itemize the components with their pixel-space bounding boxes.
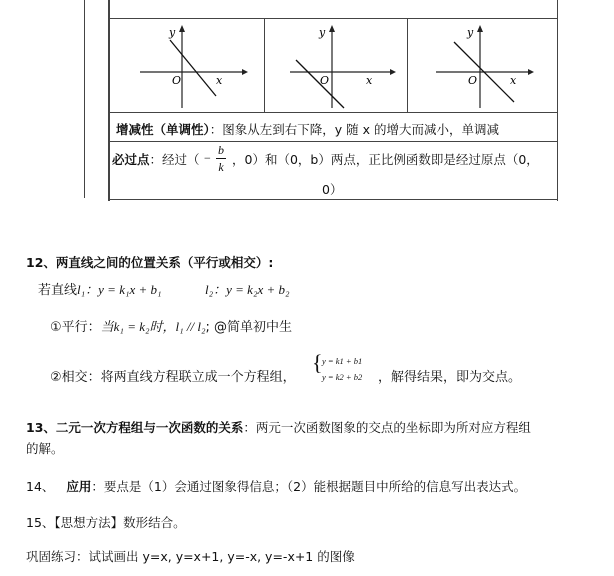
parallel-row [50, 316, 292, 335]
practice-text: 巩固练习：试试画出 y=x, y=x+1, y=-x, y=-x+1 的图像 [26, 549, 355, 564]
passes-minus: − [204, 151, 211, 165]
x-label: x [366, 74, 373, 87]
table-border-left [108, 0, 110, 201]
origin-label: O [172, 74, 182, 87]
section14-row [26, 477, 526, 495]
section13-title: 13、二元一次方程组与一次函数的关系 [26, 420, 244, 435]
table-rule-monotonic [108, 141, 558, 142]
section13-line2: 的解。 [26, 441, 64, 456]
origin-label: O [320, 74, 330, 87]
section13-text: ：两元一次函数图象的交点的坐标即为所对应方程组 [243, 420, 531, 435]
section15-text: 15、【思想方法】数形结合。 [26, 515, 186, 530]
intersect-prefix: ②相交：将两直线方程联立成一个方程组， [50, 370, 296, 385]
l2-equation: l₂：y = k₂x + b₂ [205, 282, 290, 297]
x-label: x [510, 74, 517, 87]
system-equation-2: y = k2 + b2 [322, 372, 363, 382]
monotonic-row [116, 120, 499, 138]
y-label: y [169, 26, 176, 39]
monotonic-text: ：图象从左到右下降，y 随 x 的增大而减小，单调减 [209, 122, 499, 137]
section14-title: 应用 [66, 479, 92, 494]
section14-number: 14、 [26, 479, 55, 494]
parallel-condition: 当k₁ = k₂时，l₁ // l₂ [100, 319, 206, 334]
y-axis-arrow-icon [179, 25, 185, 32]
section13-line1 [26, 418, 531, 436]
y-axis-arrow-icon [477, 25, 483, 32]
table-rule-bottom [108, 199, 558, 200]
equation-system [322, 353, 362, 385]
system-equation-1: y = k1 + b1 [322, 356, 363, 366]
table-divider-2 [407, 18, 408, 113]
section14-text: ：要点是（1）会通过图象得信息；（2）能根据题目中所给的信息写出表达式。 [91, 479, 527, 494]
parallel-prefix: ①平行： [50, 320, 101, 335]
x-axis-arrow-icon [528, 69, 534, 75]
l1-equation: l₁：y = k₁x + b₁ [77, 282, 162, 297]
fraction-numerator: b [218, 143, 224, 157]
origin-label: O [468, 74, 478, 87]
passes-fraction [204, 143, 226, 174]
y-label: y [467, 26, 474, 39]
graph-2 [266, 20, 406, 112]
parallel-suffix: ; @简单初中生 [205, 320, 293, 335]
passes-label: 必过点 [112, 152, 150, 167]
passes-text-1: ：经过（ [149, 152, 200, 167]
fraction-bar [216, 158, 226, 159]
x-axis-arrow-icon [390, 69, 396, 75]
x-label: x [216, 74, 223, 87]
monotonic-label: 增减性（单调性） [116, 122, 210, 137]
x-axis-arrow-icon [242, 69, 248, 75]
ruo-prefix: 若直线 [38, 283, 78, 298]
passes-row [112, 150, 200, 168]
system-brace: { [312, 350, 323, 375]
y-label: y [319, 26, 326, 39]
function-line [170, 40, 216, 96]
y-axis-arrow-icon [329, 25, 335, 32]
intersect-suffix: ，解得结果，即为交点。 [378, 370, 522, 385]
table-rule-graphs [108, 112, 558, 113]
graph-1 [112, 20, 262, 112]
table-divider-1 [264, 18, 265, 113]
fraction-denominator: k [218, 160, 224, 174]
graph-3 [410, 20, 556, 112]
table-border-left-outer [84, 0, 85, 198]
table-border-right [557, 0, 558, 201]
passes-text-2: ，0）和（0，b）两点，正比例函数即是经过原点（0， [232, 152, 539, 167]
line-definitions [38, 279, 162, 298]
passes-text-3: 0） [322, 182, 343, 197]
section12-title: 12、两直线之间的位置关系（平行或相交）: [26, 255, 274, 270]
table-rule-top [108, 18, 558, 19]
